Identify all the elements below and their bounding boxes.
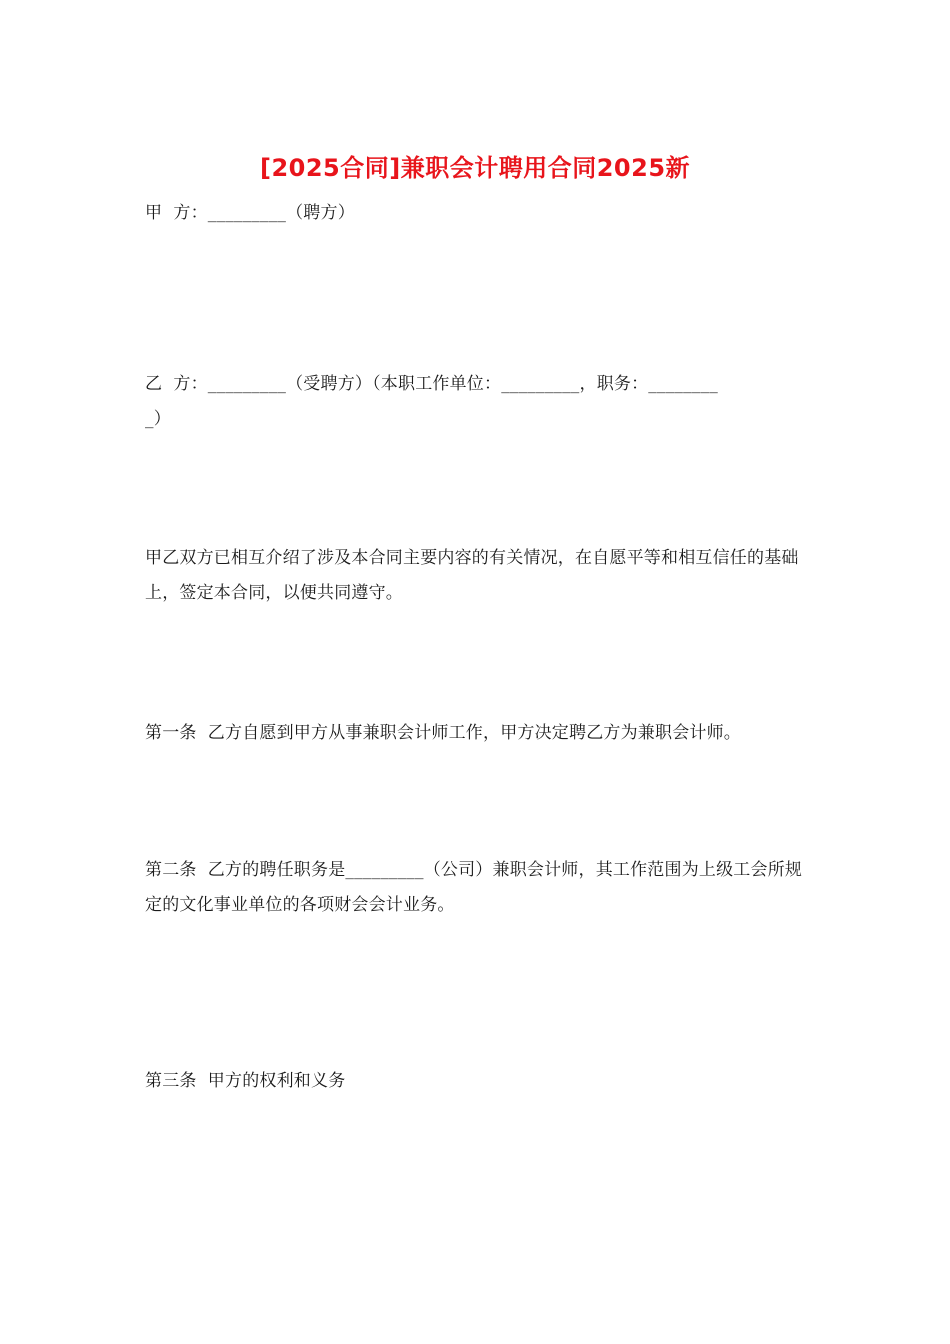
document-title: [2025合同]兼职会计聘用合同2025新 (259, 154, 691, 182)
party-a-line: 甲 方：_________（聘方） (145, 203, 355, 223)
intro-paragraph: 甲乙双方已相互介绍了涉及本合同主要内容的有关情况，在自愿平等和相互信任的基础上，签定本合同，以便共同遵守。 (145, 548, 799, 603)
article-1: 第一条 乙方自愿到甲方从事兼职会计师工作，甲方决定聘乙方为兼职会计师。 (145, 723, 742, 743)
party-b-line: 乙 方：_________（受聘方）（本职工作单位：_________，职务：________ _） (145, 374, 718, 429)
article-2: 第二条 乙方的聘任职务是_________（公司）兼职会计师，其工作范围为上级工会所规定的文化事业单位的各项财会会计业务。 (145, 860, 803, 915)
article-3: 第三条 甲方的权利和义务 (145, 1071, 346, 1091)
